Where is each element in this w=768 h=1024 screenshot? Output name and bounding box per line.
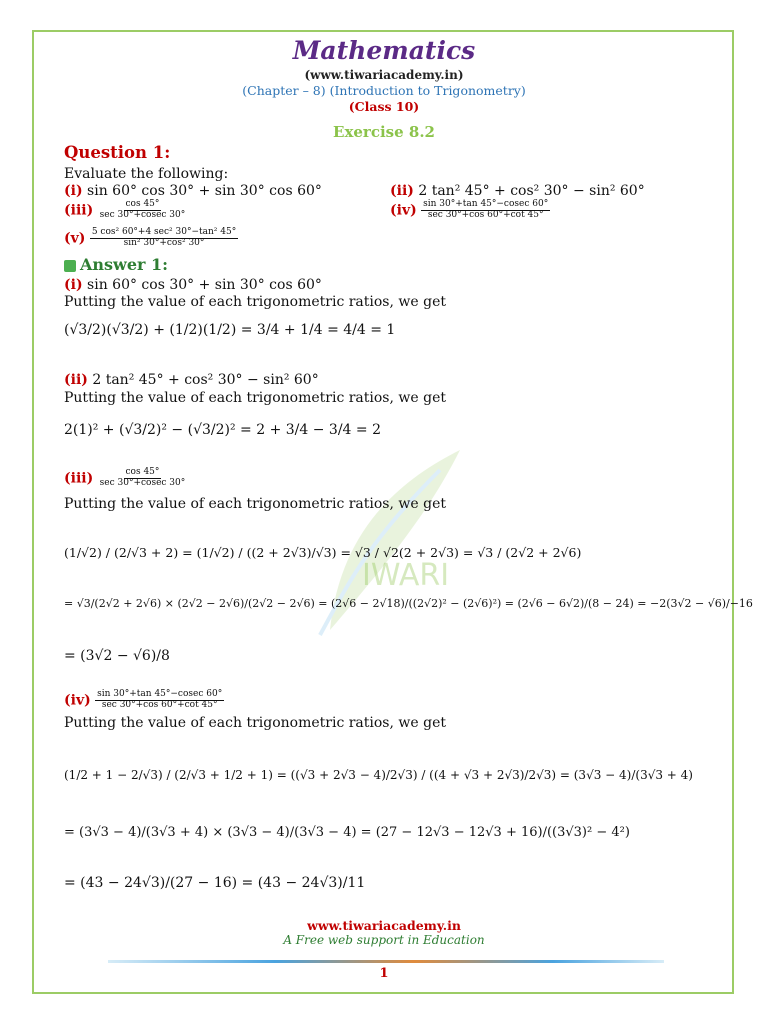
part-label: (i): [64, 183, 83, 199]
part-label: (ii): [64, 372, 88, 388]
class-line: (Class 10): [348, 99, 420, 114]
fraction: [95, 690, 224, 711]
denominator: sin² 30°+cos² 30°: [123, 237, 205, 248]
question-heading: Question 1:: [64, 143, 171, 162]
header-url[interactable]: (www.tiwariacademy.in): [304, 68, 464, 82]
question-part-v: [64, 228, 238, 249]
answer-iii-step3: = (3√2 − √6)/8: [64, 648, 170, 664]
watermark-text: IWARI: [362, 558, 450, 593]
answer-iv-step1: (1/2 + 1 − 2/√3) / (2/√3 + 1/2 + 1) = ((√3 + 2√3 − 4)/2√3) / ((4 + √3 + 2√3)/2√3) = (3√3 − 4)/(3√3 + 4): [64, 768, 693, 782]
putting-text: Putting the value of each trigonometric ratios, we get: [64, 390, 446, 406]
denominator: sec 30°+cosec 30°: [99, 477, 186, 488]
part-label: (iii): [64, 470, 94, 487]
chapter-line: (Chapter – 8) (Introduction to Trigonometry): [242, 83, 526, 98]
footer-tagline: A Free web support in Education: [283, 933, 485, 947]
answer-heading-text: Answer 1:: [80, 255, 169, 274]
question-part-iii: [64, 200, 187, 221]
denominator: sec 30°+cos 60°+cot 45°: [427, 209, 544, 220]
numerator: 5 cos² 60°+4 sec² 30°−tan² 45°: [91, 227, 237, 237]
part-expr: 2 tan² 45° + cos² 30° − sin² 60°: [92, 372, 319, 388]
page-number: 1: [379, 966, 389, 981]
fraction: [90, 228, 238, 249]
answer-iii-step1: (1/√2) / (2/√3 + 2) = (1/√2) / ((2 + 2√3)/√3) = √3 / √2(2 + 2√3) = √3 / (2√2 + 2√6): [64, 545, 582, 560]
answer-iii-expr: [64, 468, 187, 489]
numerator: cos 45°: [125, 467, 160, 477]
answer-ii-step: 2(1)² + (√3/2)² − (√3/2)² = 2 + 3/4 − 3/4 = 2: [64, 422, 381, 438]
answer-ii-expr: [64, 372, 319, 388]
fraction: [421, 200, 550, 221]
exercise-title: Exercise 8.2: [333, 123, 435, 141]
answer-heading: [64, 255, 168, 274]
answer-iv-step2: = (3√3 − 4)/(3√3 + 4) × (3√3 − 4)/(3√3 − 4) = (27 − 12√3 − 12√3 + 16)/((3√3)² − 4²): [64, 825, 630, 840]
part-label: (iv): [390, 202, 417, 219]
denominator: sec 30°+cosec 30°: [99, 209, 186, 220]
question-part-i: [64, 183, 322, 199]
answer-iv-step3: = (43 − 24√3)/(27 − 16) = (43 − 24√3)/11: [64, 875, 366, 891]
numerator: sin 30°+tan 45°−cosec 60°: [97, 689, 223, 699]
part-expr: sin 60° cos 30° + sin 30° cos 60°: [87, 183, 322, 199]
fraction: [98, 468, 188, 489]
numerator: cos 45°: [125, 199, 160, 209]
question-intro: Evaluate the following:: [64, 166, 229, 182]
fraction: [98, 200, 188, 221]
part-label: (iii): [64, 202, 94, 219]
footer-url[interactable]: www.tiwariacademy.in: [307, 918, 461, 933]
answer-i-step: (√3/2)(√3/2) + (1/2)(1/2) = 3/4 + 1/4 = 4/4 = 1: [64, 322, 396, 338]
question-part-iv: [390, 200, 550, 221]
numerator: sin 30°+tan 45°−cosec 60°: [423, 199, 549, 209]
putting-text: Putting the value of each trigonometric ratios, we get: [64, 496, 446, 512]
footer-divider: [108, 960, 664, 963]
part-expr: sin 60° cos 30° + sin 30° cos 60°: [87, 277, 322, 293]
part-label: (v): [64, 230, 86, 247]
answer-iv-expr: [64, 690, 224, 711]
part-label: (i): [64, 277, 83, 293]
part-label: (ii): [390, 183, 414, 199]
question-part-ii: [390, 183, 645, 199]
answer-i-expr: [64, 277, 322, 293]
answer-icon: [64, 260, 76, 272]
page-title: Mathematics: [292, 36, 476, 65]
denominator: sec 30°+cos 60°+cot 45°: [101, 699, 218, 710]
part-label: (iv): [64, 692, 91, 709]
putting-text: Putting the value of each trigonometric ratios, we get: [64, 715, 446, 731]
leaf-watermark-icon: [310, 440, 470, 640]
putting-text: Putting the value of each trigonometric ratios, we get: [64, 294, 446, 310]
answer-iii-step2: = √3/(2√2 + 2√6) × (2√2 − 2√6)/(2√2 − 2√6) = (2√6 − 2√18)/((2√2)² − (2√6)²) = (2√6 − 6√2)/(8 − 24) = −2(3√2 − √6)/−16: [64, 597, 753, 610]
part-expr: 2 tan² 45° + cos² 30° − sin² 60°: [418, 183, 645, 199]
